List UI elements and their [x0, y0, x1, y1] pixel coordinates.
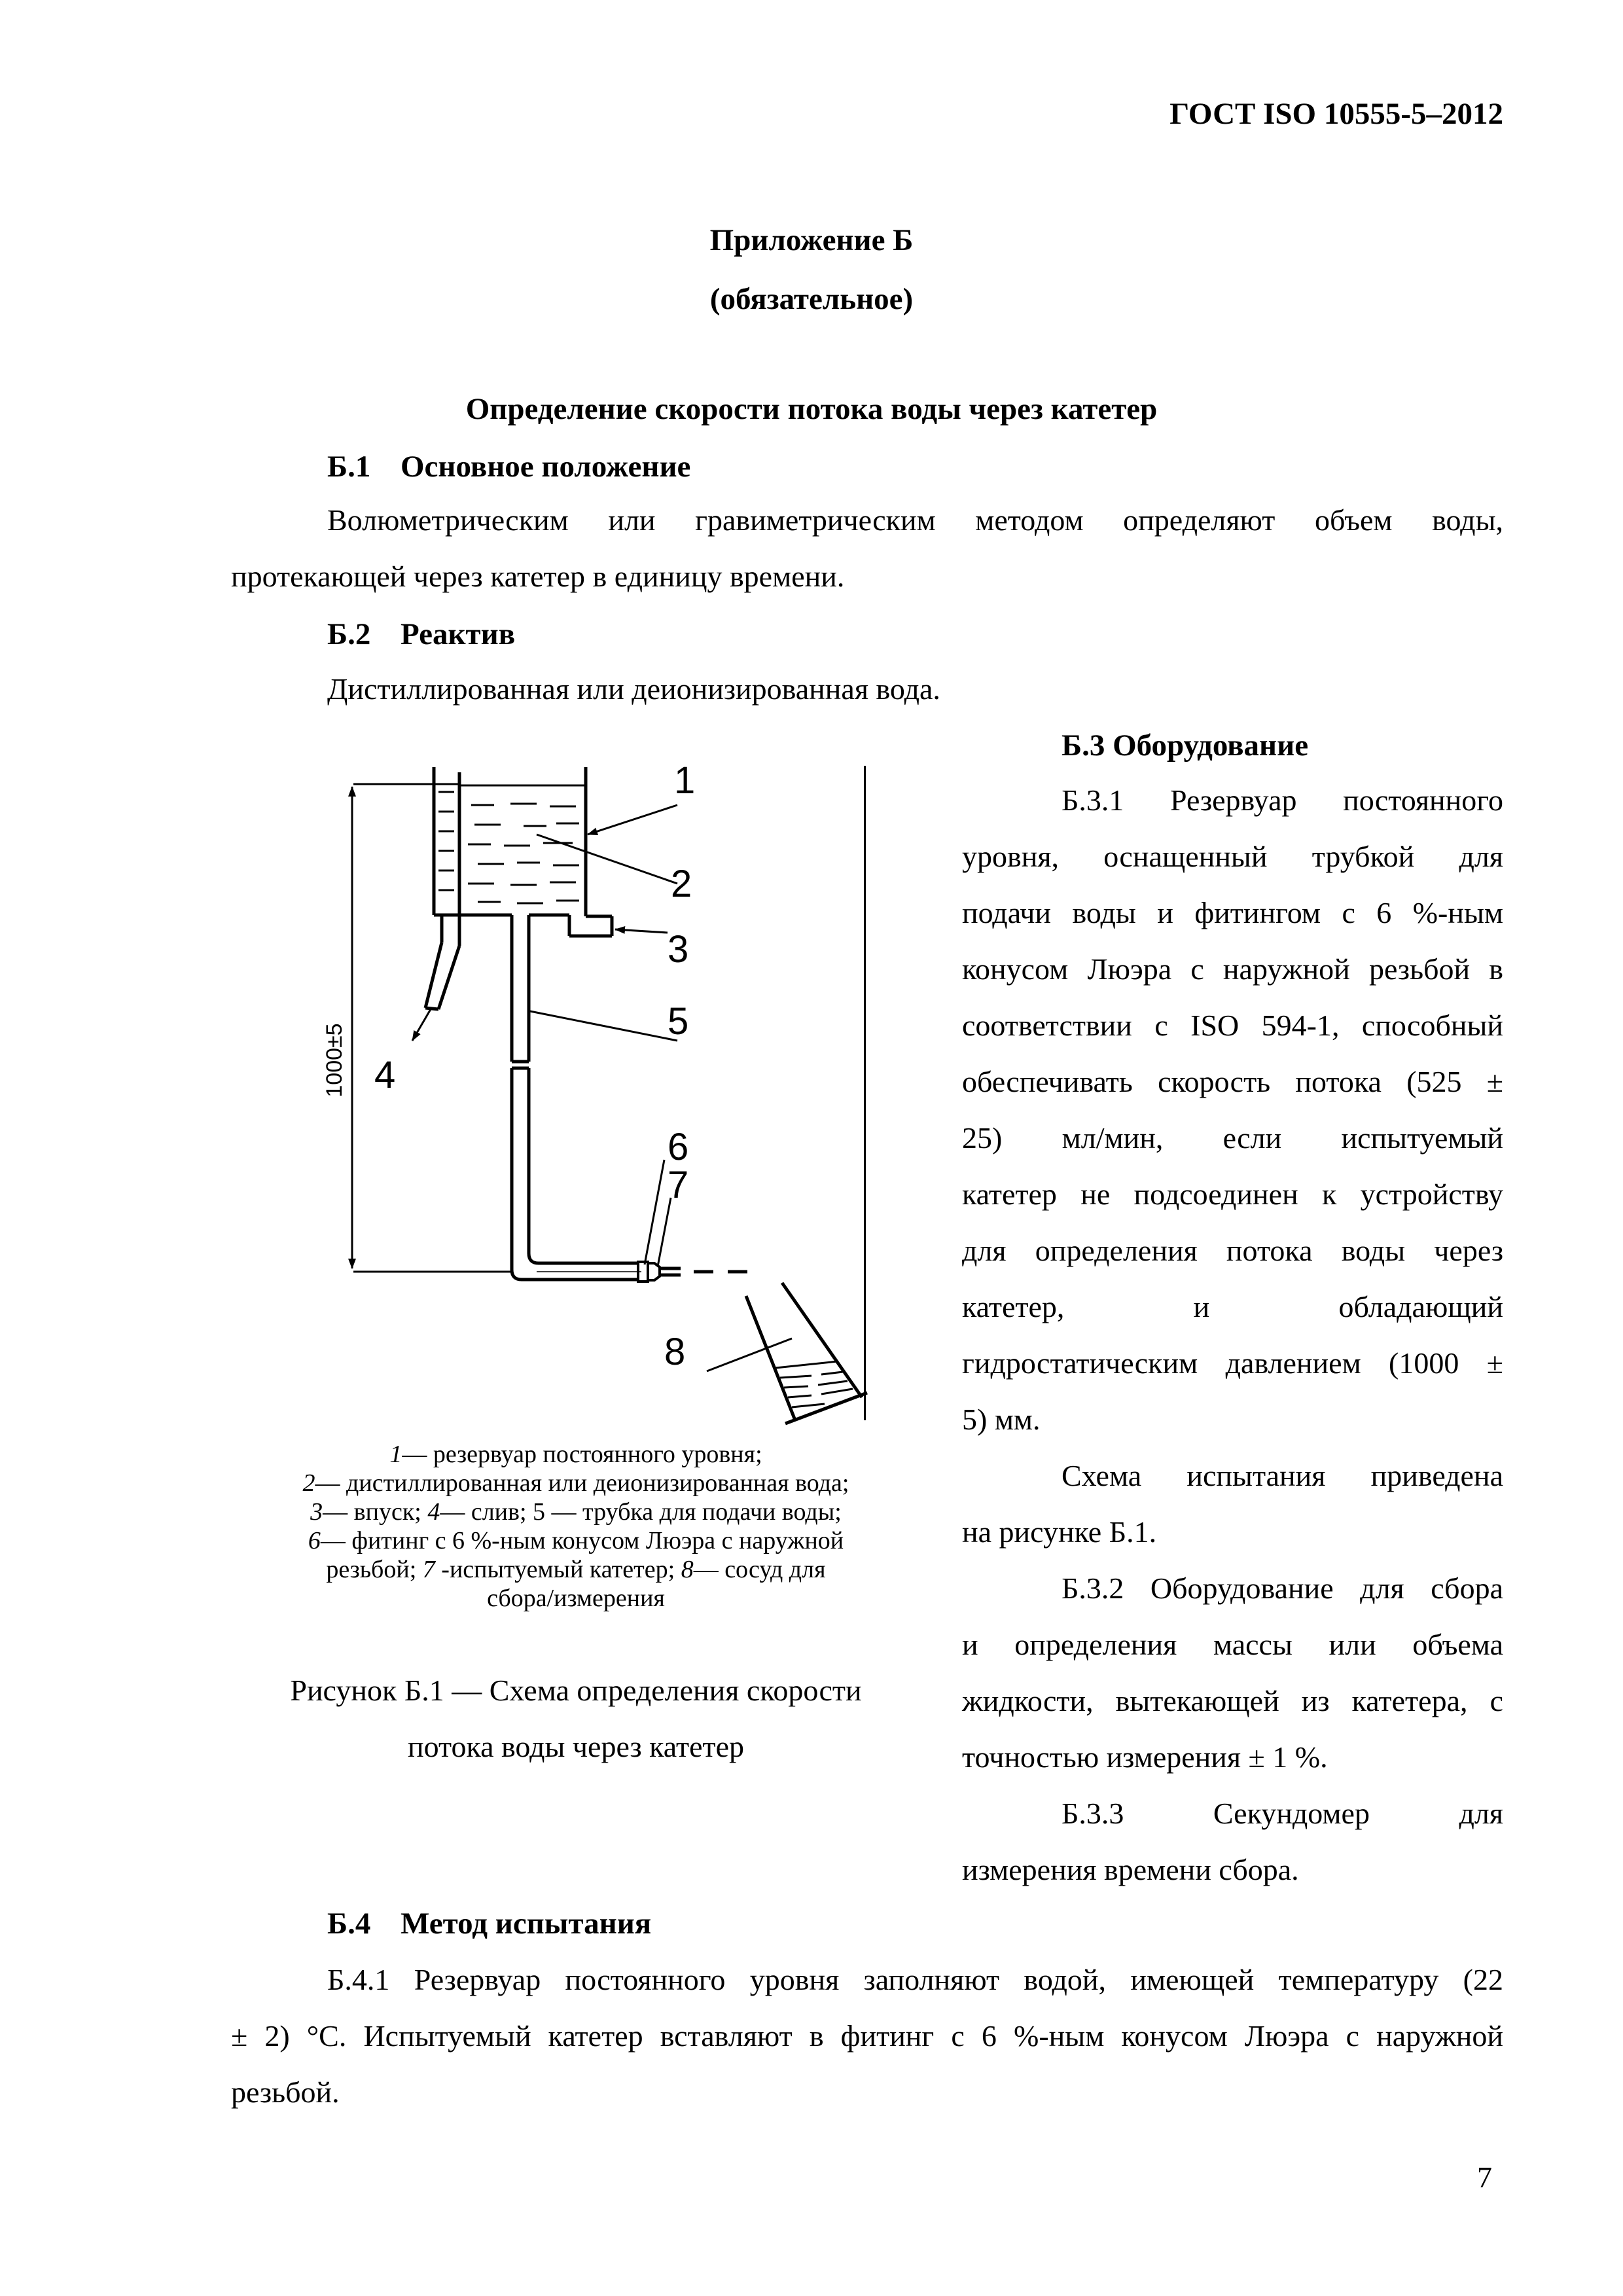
figure-caption-line2: потока воды через катетер	[407, 1730, 745, 1763]
figure-caption-line1: Рисунок Б.1 — Схема определения скорости	[290, 1674, 862, 1707]
b3-3-line: Б.3.3 Секундомер для	[1061, 1797, 1503, 1830]
leader-line-2	[537, 834, 677, 884]
collection-vessel	[746, 1283, 867, 1424]
legend-text: сбора/измерения	[487, 1585, 665, 1612]
drain-pipe	[425, 915, 459, 1009]
height-dimension	[352, 784, 512, 1272]
legend-text: — сосуд для	[693, 1556, 826, 1583]
legend-text: — фитинг с 6 %-ным конусом Люэра с наружной	[320, 1527, 844, 1554]
legend-line	[236, 1469, 916, 1498]
b3-3-line: измерения времени сбора.	[962, 1853, 1299, 1886]
overflow-chamber	[434, 767, 459, 915]
diagram-label-5: 5	[668, 1000, 689, 1043]
diagram-label-7: 7	[668, 1164, 689, 1206]
figure-caption	[236, 1662, 916, 1775]
diagram-label-3: 3	[668, 928, 689, 971]
supply-tube	[512, 915, 638, 1280]
section-b2-number: Б.2	[327, 617, 371, 651]
overflow-water	[438, 792, 454, 890]
b3-1-line: 25) мл/мин, если испытуемый	[962, 1121, 1503, 1155]
b3-2-line: Б.3.2 Оборудование для сбора	[1061, 1571, 1503, 1605]
b3-1-paragraph	[962, 772, 1503, 1898]
b3-2-line: жидкости, вытекающей из катетера, с	[962, 1684, 1503, 1717]
b3-scheme-line: на рисунке Б.1.	[962, 1515, 1157, 1549]
legend-num: 1	[389, 1441, 402, 1468]
diagram-label-2: 2	[671, 863, 692, 905]
b1-text-line2: протекающей через катетер в единицу времени.	[231, 560, 845, 593]
section-b1-title: Основное положение	[401, 450, 691, 484]
flow-test-diagram	[314, 753, 890, 1460]
legend-num: 4	[427, 1498, 440, 1526]
section-b2-title: Реактив	[401, 617, 516, 651]
b3-1-line: обеспечивать скорость потока (525 ±	[962, 1065, 1503, 1098]
b3-1-line: катетер, и обладающий	[962, 1290, 1503, 1323]
leader-line-4	[412, 1009, 431, 1041]
b3-1-line: соответствии с ISO 594-1, способный	[962, 1009, 1503, 1042]
legend-num: 7	[422, 1556, 435, 1583]
legend-line	[236, 1526, 916, 1555]
appendix-status: (обязательное)	[709, 282, 914, 316]
section-b3-heading: Б.3 Оборудование	[1061, 728, 1309, 762]
diagram-label-8: 8	[664, 1331, 686, 1373]
diagram-label-4: 4	[374, 1054, 396, 1096]
appendix-title: Приложение Б	[709, 223, 914, 257]
b4-text-line3: резьбой.	[231, 2075, 340, 2109]
leader-line-3	[615, 929, 668, 933]
b3-1-line: катетер не подсоединен к устройству	[962, 1177, 1503, 1211]
legend-line	[236, 1555, 916, 1584]
legend-num: 2	[302, 1469, 315, 1497]
leader-line-1	[588, 805, 677, 834]
legend-text: — резервуар постоянного уровня;	[402, 1441, 762, 1468]
b3-1-line: уровня, оснащенный трубкой для	[962, 840, 1503, 873]
legend-line	[236, 1584, 916, 1613]
b4-text-line2: ± 2) °С. Испытуемый катетер вставляют в фитинг с 6 %-ным конусом Люэра с наружной	[231, 2019, 1503, 2053]
legend-num: 6	[308, 1527, 321, 1554]
legend-line	[236, 1498, 916, 1526]
b4-text-line1: Б.4.1 Резервуар постоянного уровня заполняют водой, имеющей температуру (22	[327, 1963, 1503, 1996]
b3-1-line: подачи воды и фитингом с 6 %-ным	[962, 896, 1503, 929]
dimension-label: 1000±5	[322, 1023, 347, 1098]
legend-num: 3	[310, 1498, 323, 1526]
legend-text: резьбой;	[326, 1556, 423, 1583]
legend-line	[236, 1440, 916, 1469]
legend-text: -испытуемый катетер;	[435, 1556, 681, 1583]
section-b4-title: Метод испытания	[401, 1907, 652, 1941]
b3-2-line: и определения массы или объема	[962, 1628, 1503, 1661]
inlet-pipe	[569, 915, 612, 936]
section-b1-heading	[327, 449, 690, 484]
b1-text-line1: Волюметрическим или гравиметрическим методом определяют объем воды,	[327, 503, 1503, 537]
section-b1-number: Б.1	[327, 450, 371, 484]
page-number: 7	[1477, 2161, 1492, 2194]
leader-line-7	[658, 1198, 671, 1266]
appendix-subject: Определение скорости потока воды через катетер	[465, 392, 1158, 426]
b3-2-line: точностью измерения ± 1 %.	[962, 1740, 1328, 1774]
figure-divider	[864, 766, 866, 1420]
legend-num: 8	[681, 1556, 694, 1583]
diagram-label-1: 1	[674, 759, 696, 802]
constant-level-reservoir	[459, 767, 586, 916]
b3-scheme-line: Схема испытания приведена	[1061, 1459, 1503, 1492]
diagram-label-6: 6	[668, 1126, 689, 1168]
b3-1-line: конусом Люэра с наружной резьбой в	[962, 952, 1503, 986]
legend-text: — дистиллированная или деионизированная вода;	[315, 1469, 849, 1497]
legend-text: — слив; 5 — трубка для подачи воды;	[440, 1498, 842, 1526]
section-b4-heading	[327, 1906, 651, 1941]
test-catheter	[661, 1268, 747, 1275]
legend-text: — впуск;	[323, 1498, 428, 1526]
document-code: ГОСТ ISO 10555-5–2012	[1169, 97, 1503, 131]
section-b4-number: Б.4	[327, 1907, 371, 1941]
b3-1-line: Б.3.1 Резервуар постоянного	[1061, 783, 1503, 817]
leader-line-5	[530, 1011, 677, 1041]
b2-text: Дистиллированная или деионизированная вода.	[327, 672, 940, 706]
figure-legend	[236, 1440, 916, 1613]
leader-line-8	[707, 1338, 792, 1371]
b3-1-line: гидростатическим давлением (1000 ±	[962, 1346, 1503, 1380]
b3-1-line: 5) мм.	[962, 1403, 1041, 1436]
section-b2-heading	[327, 617, 515, 652]
b3-1-line: для определения потока воды через	[962, 1234, 1503, 1267]
